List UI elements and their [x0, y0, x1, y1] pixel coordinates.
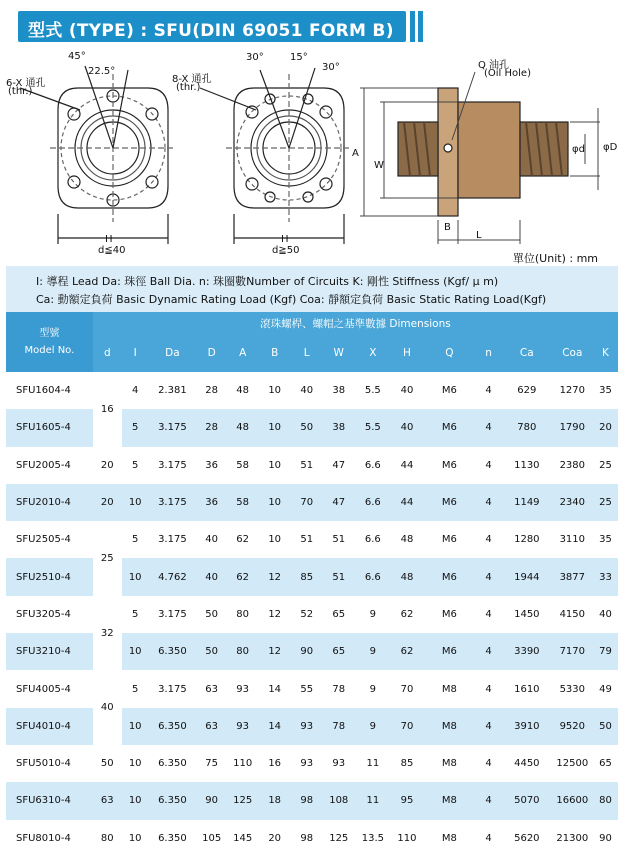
cell-x: 6.6: [355, 521, 390, 558]
column-header-q: Q: [423, 334, 475, 372]
cell-q: M6: [423, 633, 475, 670]
d-big-label: φD: [603, 142, 618, 153]
cell-coa: 3110: [552, 521, 593, 558]
cell-ca: 1130: [502, 447, 552, 484]
cell-i: 10: [122, 820, 149, 857]
model-cell: SFU2510-4: [6, 558, 93, 595]
cell-b: 12: [258, 558, 291, 595]
cell-ca: 1944: [502, 558, 552, 595]
cell-da: 3.175: [149, 521, 197, 558]
cell-ca: 3910: [502, 708, 552, 745]
column-header-h: H: [390, 334, 423, 372]
cell-h: 70: [390, 670, 423, 707]
column-header-coa: Coa: [552, 334, 593, 372]
angle-label: 15°: [290, 52, 308, 63]
cell-h: 70: [390, 708, 423, 745]
column-header-l: L: [291, 334, 322, 372]
cell-k: 40: [593, 596, 618, 633]
column-header-i: I: [122, 334, 149, 372]
cell-x: 9: [355, 708, 390, 745]
cell-x: 9: [355, 633, 390, 670]
cell-i: 4: [122, 372, 149, 409]
cell-d: 40: [93, 670, 122, 745]
cell-b: 10: [258, 409, 291, 446]
cell-w: 47: [322, 447, 355, 484]
cell-da: 3.175: [149, 596, 197, 633]
cell-k: 79: [593, 633, 618, 670]
cell-w: 51: [322, 521, 355, 558]
cell-a: 145: [227, 820, 258, 857]
angle-label: 30°: [322, 62, 340, 73]
model-cell: SFU2005-4: [6, 447, 93, 484]
cell-k: 20: [593, 409, 618, 446]
angle-label: 22.5°: [88, 66, 116, 77]
cell-d: 80: [93, 820, 122, 857]
h-label: H: [281, 234, 289, 245]
cell-n: 4: [475, 670, 502, 707]
cell-b: 14: [258, 708, 291, 745]
cell-d: 32: [93, 596, 122, 671]
cell-h: 48: [390, 558, 423, 595]
table-row: [6, 820, 618, 857]
cell-b: 12: [258, 633, 291, 670]
cell-a: 125: [227, 782, 258, 819]
cell-coa: 9520: [552, 708, 593, 745]
cell-d: 20: [93, 484, 122, 521]
cell-coa: 2380: [552, 447, 593, 484]
column-header-a: A: [227, 334, 258, 372]
cell-i: 5: [122, 670, 149, 707]
d-small-label: φd: [572, 144, 585, 155]
cell-q: M6: [423, 484, 475, 521]
cell-h: 62: [390, 633, 423, 670]
model-cell: SFU2505-4: [6, 521, 93, 558]
model-cell: SFU8010-4: [6, 820, 93, 857]
cell-b: 20: [258, 820, 291, 857]
cell-ca: 1450: [502, 596, 552, 633]
thr-label: (thr.): [8, 86, 33, 97]
side-view: [360, 72, 600, 244]
column-header-ca: Ca: [502, 334, 552, 372]
model-cell: SFU2010-4: [6, 484, 93, 521]
cell-i: 10: [122, 558, 149, 595]
cell-n: 4: [475, 633, 502, 670]
cell-coa: 1270: [552, 372, 593, 409]
cell-i: 10: [122, 633, 149, 670]
cell-ca: 5070: [502, 782, 552, 819]
cell-da: 6.350: [149, 820, 197, 857]
cell-da: 6.350: [149, 782, 197, 819]
column-header-b: B: [258, 334, 291, 372]
cell-x: 6.6: [355, 484, 390, 521]
cell-a: 62: [227, 558, 258, 595]
model-cell: SFU5010-4: [6, 745, 93, 782]
cell-i: 10: [122, 708, 149, 745]
cell-w: 78: [322, 708, 355, 745]
cell-d: 20: [93, 447, 122, 484]
technical-drawings: [0, 44, 624, 264]
cell-coa: 12500: [552, 745, 593, 782]
cell-l: 90: [291, 633, 322, 670]
cell-d: 105: [196, 820, 227, 857]
cell-a: 93: [227, 708, 258, 745]
cell-ca: 5620: [502, 820, 552, 857]
cell-x: 5.5: [355, 372, 390, 409]
column-header-w: W: [322, 334, 355, 372]
cell-coa: 3877: [552, 558, 593, 595]
cell-x: 6.6: [355, 447, 390, 484]
cell-x: 11: [355, 745, 390, 782]
cell-i: 10: [122, 484, 149, 521]
cell-q: M8: [423, 782, 475, 819]
flange-view-6-holes: [20, 66, 176, 244]
cell-coa: 4150: [552, 596, 593, 633]
cell-q: M8: [423, 670, 475, 707]
cell-h: 44: [390, 484, 423, 521]
cell-w: 38: [322, 409, 355, 446]
cell-w: 108: [322, 782, 355, 819]
cell-da: 6.350: [149, 708, 197, 745]
cell-a: 80: [227, 596, 258, 633]
cell-k: 33: [593, 558, 618, 595]
spec-table-body: [6, 372, 618, 857]
cell-b: 14: [258, 670, 291, 707]
cell-q: M8: [423, 745, 475, 782]
cell-ca: 3390: [502, 633, 552, 670]
model-head-zh: 型號: [39, 328, 60, 339]
table-row: [6, 484, 618, 521]
cell-h: 44: [390, 447, 423, 484]
cell-coa: 16600: [552, 782, 593, 819]
cell-da: 2.381: [149, 372, 197, 409]
cell-q: M6: [423, 447, 475, 484]
holes-label: 8-X 通孔: [172, 74, 212, 85]
cell-h: 40: [390, 409, 423, 446]
cell-d: 90: [196, 782, 227, 819]
cell-n: 4: [475, 558, 502, 595]
cell-k: 80: [593, 782, 618, 819]
column-header-d: d: [93, 334, 122, 372]
cell-q: M8: [423, 820, 475, 857]
cell-d: 50: [93, 745, 122, 782]
cell-l: 51: [291, 447, 322, 484]
cell-w: 51: [322, 558, 355, 595]
cell-i: 10: [122, 745, 149, 782]
cell-x: 11: [355, 782, 390, 819]
cell-coa: 1790: [552, 409, 593, 446]
column-header-n: n: [475, 334, 502, 372]
cell-ca: 629: [502, 372, 552, 409]
cell-l: 93: [291, 708, 322, 745]
cell-i: 5: [122, 447, 149, 484]
column-header-row: [6, 334, 618, 372]
cell-ca: 780: [502, 409, 552, 446]
cell-w: 38: [322, 372, 355, 409]
cell-b: 12: [258, 596, 291, 633]
cell-d: 50: [196, 633, 227, 670]
cell-d: 25: [93, 521, 122, 596]
cell-b: 10: [258, 447, 291, 484]
title-bar: [18, 11, 406, 42]
model-head-en: Model No.: [24, 345, 75, 356]
cell-d: 50: [196, 596, 227, 633]
column-header-k: K: [593, 334, 618, 372]
cell-w: 65: [322, 633, 355, 670]
cell-b: 16: [258, 745, 291, 782]
spec-table: [6, 312, 618, 857]
table-row: [6, 782, 618, 819]
cell-a: 62: [227, 521, 258, 558]
cell-h: 48: [390, 521, 423, 558]
cell-h: 95: [390, 782, 423, 819]
cell-n: 4: [475, 596, 502, 633]
cell-n: 4: [475, 745, 502, 782]
cell-h: 40: [390, 372, 423, 409]
cell-da: 3.175: [149, 484, 197, 521]
cell-d: 63: [196, 670, 227, 707]
cell-k: 25: [593, 447, 618, 484]
cell-n: 4: [475, 820, 502, 857]
cell-q: M6: [423, 558, 475, 595]
model-cell: SFU3205-4: [6, 596, 93, 633]
cell-n: 4: [475, 447, 502, 484]
cell-x: 9: [355, 670, 390, 707]
dim-label: d≧50: [272, 245, 300, 256]
cell-x: 6.6: [355, 558, 390, 595]
l-label: L: [476, 230, 482, 241]
cell-d: 36: [196, 447, 227, 484]
cell-n: 4: [475, 409, 502, 446]
cell-n: 4: [475, 782, 502, 819]
cell-x: 13.5: [355, 820, 390, 857]
cell-l: 50: [291, 409, 322, 446]
cell-d: 28: [196, 372, 227, 409]
model-cell: SFU3210-4: [6, 633, 93, 670]
flange-view-8-holes: [200, 68, 352, 244]
cell-a: 48: [227, 409, 258, 446]
cell-ca: 1149: [502, 484, 552, 521]
cell-k: 25: [593, 484, 618, 521]
cell-q: M6: [423, 521, 475, 558]
cell-ca: 1610: [502, 670, 552, 707]
cell-q: M6: [423, 596, 475, 633]
b-label: B: [444, 222, 451, 233]
column-header-x: X: [355, 334, 390, 372]
angle-label: 30°: [246, 52, 264, 63]
cell-b: 10: [258, 372, 291, 409]
cell-d: 40: [196, 558, 227, 595]
cell-b: 10: [258, 484, 291, 521]
model-column-header: [6, 312, 93, 372]
cell-d: 36: [196, 484, 227, 521]
table-row: [6, 670, 618, 707]
cell-b: 10: [258, 521, 291, 558]
a-label: A: [352, 148, 359, 159]
cell-w: 125: [322, 820, 355, 857]
cell-l: 52: [291, 596, 322, 633]
legend-line: I: 導程 Lead Da: 珠徑 Ball Dia. n: 珠圈數Number of Circuits K: 剛性 Stiffness (Kgf/ μ m): [36, 275, 499, 288]
title-decor-stripe: [418, 11, 423, 42]
cell-a: 80: [227, 633, 258, 670]
cell-d: 63: [196, 708, 227, 745]
cell-k: 35: [593, 372, 618, 409]
cell-l: 98: [291, 820, 322, 857]
cell-da: 3.175: [149, 447, 197, 484]
dimensions-group-header: 滾珠螺桿、螺帽之基準數據 Dimensions: [93, 312, 618, 334]
table-row: [6, 745, 618, 782]
cell-k: 65: [593, 745, 618, 782]
cell-k: 50: [593, 708, 618, 745]
cell-w: 78: [322, 670, 355, 707]
cell-h: 110: [390, 820, 423, 857]
cell-da: 3.175: [149, 670, 197, 707]
cell-n: 4: [475, 521, 502, 558]
cell-l: 85: [291, 558, 322, 595]
cell-q: M6: [423, 372, 475, 409]
cell-d: 63: [93, 782, 122, 819]
cell-l: 93: [291, 745, 322, 782]
cell-w: 93: [322, 745, 355, 782]
dim-label: d≦40: [98, 245, 126, 256]
cell-da: 6.350: [149, 633, 197, 670]
cell-l: 51: [291, 521, 322, 558]
unit-note: 單位(Unit) : mm: [512, 252, 598, 265]
cell-d: 28: [196, 409, 227, 446]
model-cell: SFU1604-4: [6, 372, 93, 409]
cell-d: 16: [93, 372, 122, 447]
cell-l: 55: [291, 670, 322, 707]
cell-ca: 4450: [502, 745, 552, 782]
cell-da: 3.175: [149, 409, 197, 446]
cell-h: 62: [390, 596, 423, 633]
column-header-d: D: [196, 334, 227, 372]
cell-n: 4: [475, 484, 502, 521]
cell-x: 5.5: [355, 409, 390, 446]
cell-i: 5: [122, 596, 149, 633]
legend-line: Ca: 動額定負荷 Basic Dynamic Rating Load (Kgf) Coa: 靜額定負荷 Basic Static Rating Load(Kgf): [36, 293, 547, 306]
cell-n: 4: [475, 372, 502, 409]
cell-k: 49: [593, 670, 618, 707]
title-decor-stripe: [410, 11, 415, 42]
table-row: [6, 521, 618, 558]
table-row: [6, 596, 618, 633]
thr-label: (thr.): [176, 82, 201, 93]
cell-a: 93: [227, 670, 258, 707]
oil-hole-label-en: (Oil Hole): [484, 68, 531, 79]
cell-h: 85: [390, 745, 423, 782]
cell-a: 58: [227, 447, 258, 484]
table-row: [6, 372, 618, 409]
cell-d: 40: [196, 521, 227, 558]
cell-coa: 7170: [552, 633, 593, 670]
model-cell: SFU4005-4: [6, 670, 93, 707]
model-cell: SFU4010-4: [6, 708, 93, 745]
oil-hole-label: Q 油孔: [478, 60, 510, 71]
cell-x: 9: [355, 596, 390, 633]
cell-l: 40: [291, 372, 322, 409]
cell-b: 18: [258, 782, 291, 819]
table-row: [6, 447, 618, 484]
cell-i: 5: [122, 409, 149, 446]
cell-w: 47: [322, 484, 355, 521]
cell-da: 6.350: [149, 745, 197, 782]
cell-a: 110: [227, 745, 258, 782]
cell-coa: 2340: [552, 484, 593, 521]
column-header-da: Da: [149, 334, 197, 372]
cell-i: 5: [122, 521, 149, 558]
cell-coa: 5330: [552, 670, 593, 707]
cell-coa: 21300: [552, 820, 593, 857]
cell-w: 65: [322, 596, 355, 633]
legend-box: [6, 266, 618, 312]
model-cell: SFU6310-4: [6, 782, 93, 819]
cell-d: 75: [196, 745, 227, 782]
cell-k: 35: [593, 521, 618, 558]
cell-a: 48: [227, 372, 258, 409]
cell-ca: 1280: [502, 521, 552, 558]
cell-k: 90: [593, 820, 618, 857]
page-title: 型式 (TYPE) : SFU(DIN 69051 FORM B): [28, 21, 394, 41]
cell-l: 98: [291, 782, 322, 819]
cell-n: 4: [475, 708, 502, 745]
h-label: H: [105, 234, 113, 245]
cell-i: 10: [122, 782, 149, 819]
cell-a: 58: [227, 484, 258, 521]
cell-da: 4.762: [149, 558, 197, 595]
cell-l: 70: [291, 484, 322, 521]
holes-label: 6-X 通孔: [6, 78, 46, 89]
angle-label: 45°: [68, 51, 86, 62]
cell-q: M8: [423, 708, 475, 745]
w-label: W: [374, 160, 384, 171]
cell-q: M6: [423, 409, 475, 446]
model-cell: SFU1605-4: [6, 409, 93, 446]
